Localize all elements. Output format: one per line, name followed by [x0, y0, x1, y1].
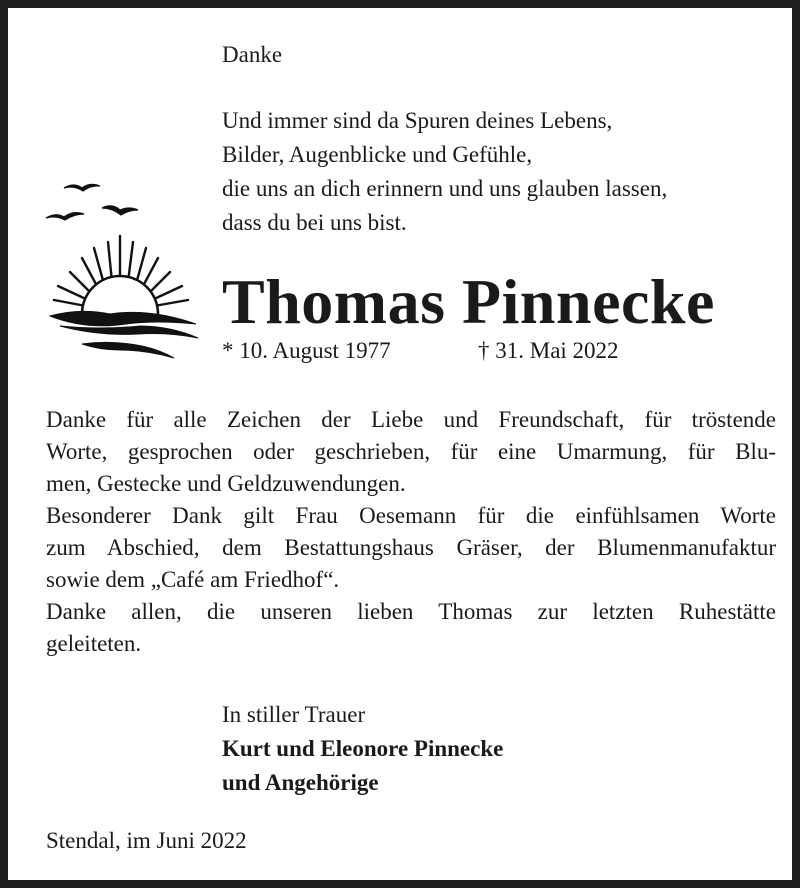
- body-line: men, Gestecke und Geldzuwendungen.: [46, 471, 406, 496]
- body-line: zum Abschied, dem Bestattungshaus Gräser, der Blumenmanufaktur: [46, 535, 776, 560]
- poem: [222, 104, 667, 240]
- deceased-name: Thomas Pinnecke: [222, 266, 715, 337]
- mourners-block: [222, 698, 503, 800]
- poem-line: Bilder, Augenblicke und Gefühle,: [222, 142, 533, 167]
- place-date: Stendal, im Juni 2022: [46, 828, 247, 853]
- mourning-intro: In stiller Trauer: [222, 702, 366, 727]
- poem-line: dass du bei uns bist.: [222, 210, 407, 235]
- body-line: Danke allen, die unseren lieben Thomas zur letzten Ruhestätte: [46, 599, 776, 624]
- notice-heading: Danke: [222, 42, 283, 67]
- poem-line: Und immer sind da Spuren deines Lebens,: [222, 108, 613, 133]
- birth-date: * 10. August 1977: [222, 338, 391, 363]
- thank-you-text: [46, 404, 776, 660]
- body-line: Danke für alle Zeichen der Liebe und Freundschaft, für tröstende: [46, 407, 776, 432]
- sunset-birds-icon: [42, 176, 202, 362]
- body-line: geleiteten.: [46, 631, 142, 656]
- body-line: sowie dem „Café am Friedhof“.: [46, 567, 340, 592]
- mourner-names: Kurt und Eleonore Pinnecke: [222, 736, 504, 761]
- body-line: Worte, gesprochen oder geschrieben, für eine Umarmung, für Blu-: [46, 439, 776, 464]
- poem-line: die uns an dich erinnern und uns glauben lassen,: [222, 176, 668, 201]
- death-date: † 31. Mai 2022: [478, 338, 619, 363]
- mourner-others: und Angehörige: [222, 770, 379, 795]
- body-line: Besonderer Dank gilt Frau Oesemann für die einfühlsamen Worte: [46, 503, 776, 528]
